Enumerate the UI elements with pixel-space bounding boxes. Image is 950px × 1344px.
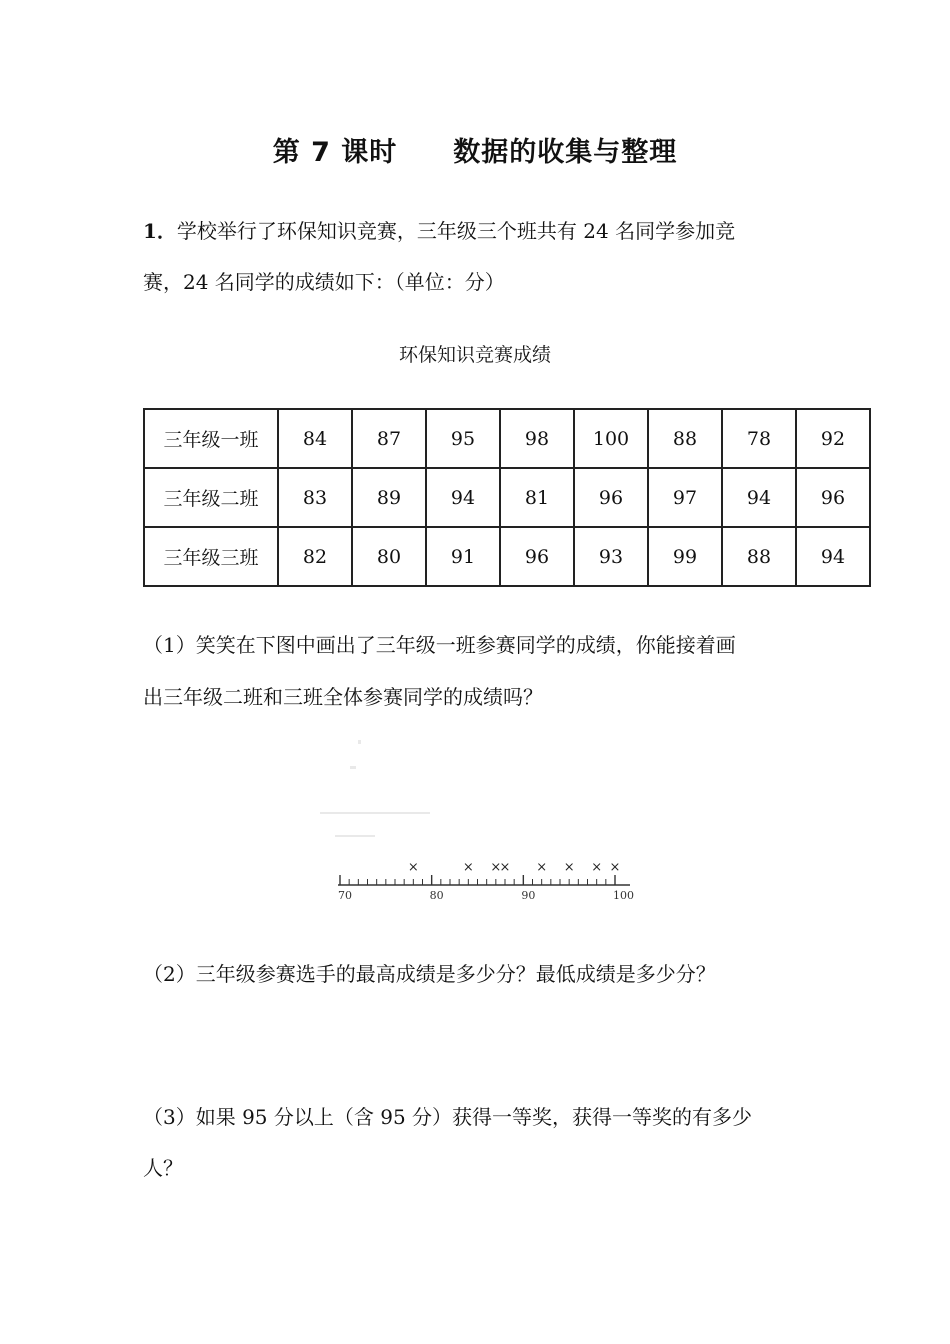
score-cell: 91 xyxy=(426,527,500,586)
sub1-text-line2: 出三年级二班和三班全体参赛同学的成绩吗？ xyxy=(143,685,543,709)
page-title xyxy=(0,130,950,169)
score-cell: 98 xyxy=(500,409,574,468)
score-cell: 94 xyxy=(796,527,870,586)
score-cell: 94 xyxy=(722,468,796,527)
score-cell: 78 xyxy=(722,409,796,468)
class-name-cell: 三年级二班 xyxy=(144,468,278,527)
question1-text-line2: 赛，24 名同学的成绩如下：（单位：分） xyxy=(143,270,505,294)
score-mark: × xyxy=(490,860,502,875)
tick-label: 90 xyxy=(521,889,536,902)
score-cell: 93 xyxy=(574,527,648,586)
score-mark: × xyxy=(536,860,548,875)
lesson-number: 第 7 课时 xyxy=(272,137,398,168)
dot-plot xyxy=(300,740,660,910)
score-cell: 84 xyxy=(278,409,352,468)
score-cell: 97 xyxy=(648,468,722,527)
question1-text-line1: 学校举行了环保知识竞赛，三年级三个班共有 24 名同学参加竞 xyxy=(176,219,736,243)
score-mark: × xyxy=(609,860,621,875)
tick-label: 100 xyxy=(613,889,634,902)
score-cell: 96 xyxy=(796,468,870,527)
score-cell: 99 xyxy=(648,527,722,586)
score-mark: × xyxy=(591,860,603,875)
sub3-text-line2: 人？ xyxy=(143,1156,183,1180)
score-cell: 83 xyxy=(278,468,352,527)
sub1-text-line1: （1）笑笑在下图中画出了三年级一班参赛同学的成绩，你能接着画 xyxy=(143,633,736,657)
sub2-text: （2）三年级参赛选手的最高成绩是多少分？最低成绩是多少分？ xyxy=(143,962,716,986)
table-row xyxy=(144,409,870,468)
score-cell: 89 xyxy=(352,468,426,527)
score-cell: 88 xyxy=(722,527,796,586)
score-cell: 87 xyxy=(352,409,426,468)
tick-label: 80 xyxy=(429,889,444,902)
table-row xyxy=(144,527,870,586)
class-name-cell: 三年级一班 xyxy=(144,409,278,468)
question1-number: 1． xyxy=(143,219,177,243)
sub3-text-line1: （3）如果 95 分以上（含 95 分）获得一等奖，获得一等奖的有多少 xyxy=(143,1105,753,1129)
tick-label: 70 xyxy=(338,889,352,902)
score-mark: × xyxy=(499,860,511,875)
faint-scan-marks xyxy=(320,740,430,837)
score-cell: 92 xyxy=(796,409,870,468)
score-cell: 100 xyxy=(574,409,648,468)
score-mark: × xyxy=(462,860,474,875)
score-mark: × xyxy=(407,860,419,875)
class-name-cell: 三年级三班 xyxy=(144,527,278,586)
score-cell: 88 xyxy=(648,409,722,468)
score-table xyxy=(143,408,871,587)
lesson-topic: 数据的收集与整理 xyxy=(453,137,678,168)
score-cell: 82 xyxy=(278,527,352,586)
score-cell: 81 xyxy=(500,468,574,527)
table-row xyxy=(144,468,870,527)
score-cell: 80 xyxy=(352,527,426,586)
table-caption: 环保知识竞赛成绩 xyxy=(398,344,551,366)
score-cell: 96 xyxy=(574,468,648,527)
score-cell: 94 xyxy=(426,468,500,527)
score-cell: 96 xyxy=(500,527,574,586)
question1-line1 xyxy=(143,217,735,245)
score-mark: × xyxy=(563,860,575,875)
score-cell: 95 xyxy=(426,409,500,468)
